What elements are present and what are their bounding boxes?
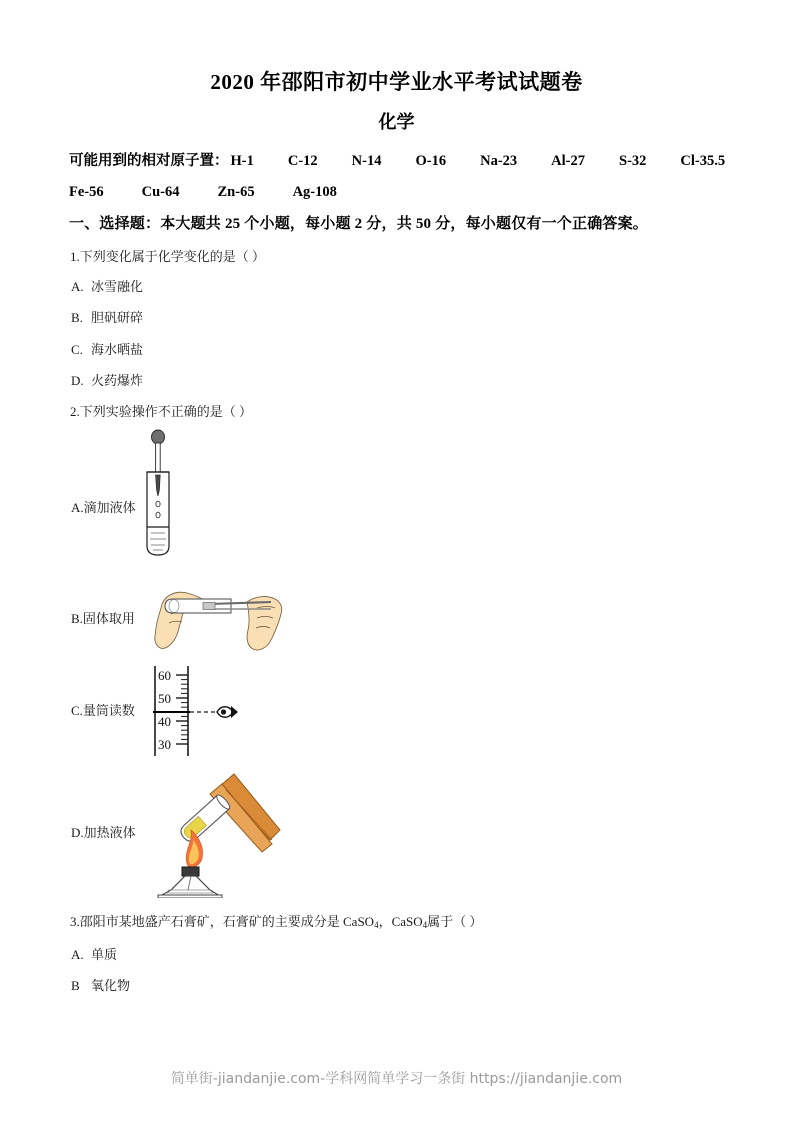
atomic-mass-block [69,146,749,208]
question-2-option-b-label [71,608,135,627]
question-1-stem: 1.下列变化属于化学变化的是（ ） [70,249,266,264]
question-2-stem: 2.下列实验操作不正确的是（ ） [70,404,253,419]
option-text: 海水晒盐 [91,342,144,357]
question-3-stem [70,911,482,930]
section-heading: 一、选择题：本大题共 25 个小题，每小题 2 分，共 50 分，每小题仅有一个正确答案。 [69,216,649,232]
option-text: 胆矾研碎 [91,310,144,325]
question-2-option-d-label [71,822,136,841]
footer-watermark: 简单街-jiandanjie.com-学科网简单学习一条街 https://jiandanjie.com [170,1071,623,1087]
q3-stem-part2: ，CaSO [378,914,423,929]
option-text: 单质 [91,947,118,962]
option-text: 冰雪融化 [91,279,144,294]
option-label: D. [71,373,84,388]
option-label: B. [71,611,83,626]
atomic-mass-item: Cu-64 [141,184,180,200]
atomic-mass-line-1 [69,146,749,177]
question-1-option-b [71,307,143,326]
graduated-cylinder-eye-figure [143,664,243,759]
atomic-mass-item: N-14 [351,153,382,169]
tilted-test-tube [178,793,232,844]
cylinder-tick-30: 30 [158,737,171,752]
option-label: A. [71,279,84,294]
option-text: 固体取用 [82,611,135,626]
page-title: 2020 年邵阳市初中学业水平考试试题卷 [210,70,583,94]
alcohol-lamp-heating-figure [148,768,288,898]
option-text: 火药爆炸 [91,373,144,388]
option-text: 滴加液体 [83,500,136,515]
question-3-option-a [71,944,117,963]
subject-title: 化学 [378,112,415,132]
cylinder-tick-50: 50 [158,691,171,706]
eye-icon [217,706,238,718]
cylinder-tick-40: 40 [158,714,171,729]
option-text: 量筒读数 [82,703,135,718]
option-label: C. [71,703,83,718]
atomic-mass-item: Zn-65 [217,184,255,200]
atomic-mass-item: Cl-35.5 [680,153,726,169]
question-2-option-a-label [71,497,136,516]
question-1-option-c [71,339,143,358]
q3-sub1: 4 [374,920,379,930]
option-text: 氧化物 [91,978,131,993]
atomic-mass-item: H-1 [230,153,254,169]
question-1-option-a [71,276,143,295]
atomic-mass-line-2 [69,177,749,208]
atomic-mass-item: Na-23 [480,153,518,169]
option-label: A. [71,947,84,962]
atomic-mass-item: Ag-108 [292,184,337,200]
option-label: A. [71,500,84,515]
question-3-option-b [71,975,130,994]
atomic-mass-item: C-12 [287,153,318,169]
q3-stem-part3: 属于（ ） [427,914,483,929]
option-label: B [71,978,80,993]
option-text: 加热液体 [83,825,136,840]
option-label: C. [71,342,83,357]
q3-stem-part1: 3.邵阳市某地盛产石膏矿，石膏矿的主要成分是 CaSO [70,914,375,929]
cylinder-tick-60: 60 [158,668,171,683]
question-1-option-d [71,370,143,389]
atomic-mass-item: Al-27 [551,153,585,169]
option-label: B. [71,310,83,325]
dropper-test-tube-figure [133,428,193,558]
question-2-option-c-label [71,700,135,719]
atomic-mass-item: Fe-56 [69,184,104,200]
hands-tweezers-test-tube-figure [143,580,293,655]
q3-sub2: 4 [422,920,428,930]
atomic-mass-label: 可能用到的相对原子置： [69,153,229,169]
option-label: D. [71,825,84,840]
atomic-mass-item: O-16 [415,153,447,169]
atomic-mass-item: S-32 [619,153,647,169]
